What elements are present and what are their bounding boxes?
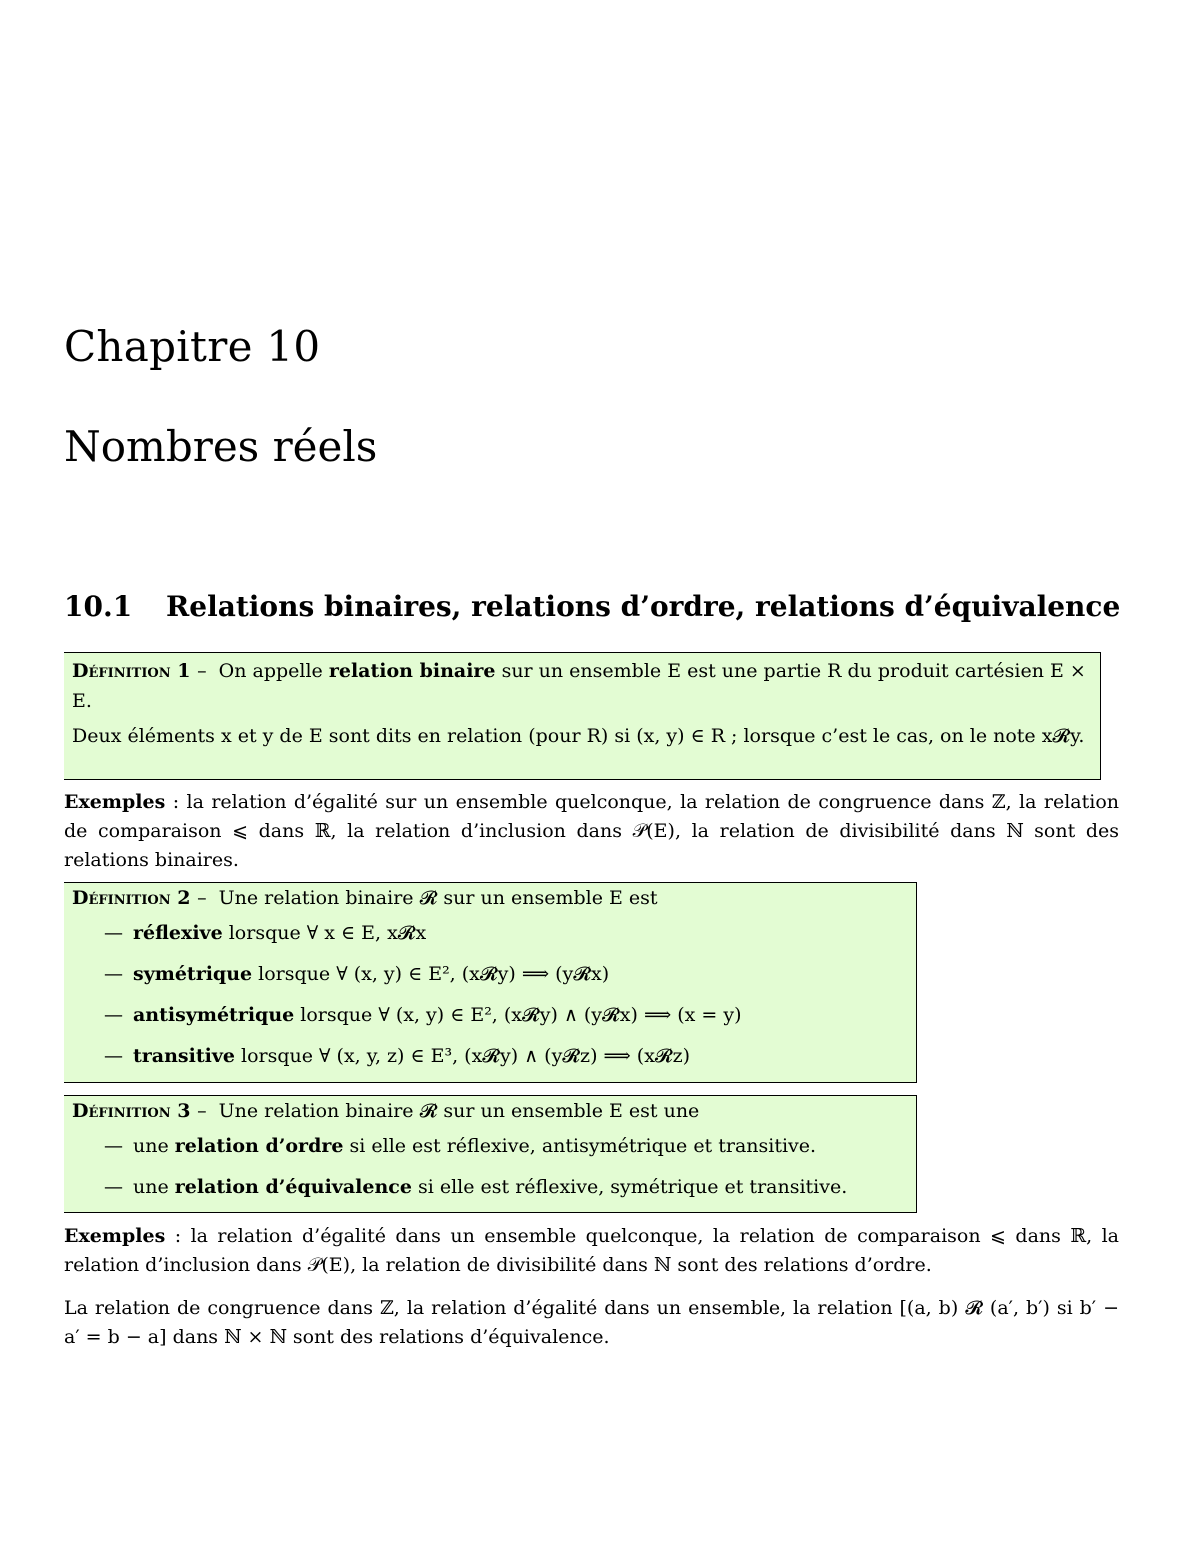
examples-1-label: Exemples bbox=[64, 791, 166, 813]
definition-1-text-b: sur un ensemble E est une partie R du produit cartésien E × E. bbox=[72, 660, 1086, 712]
list-item bbox=[104, 913, 908, 954]
dash-bullet: — bbox=[104, 1135, 123, 1157]
property-term: antisymétrique bbox=[133, 1004, 295, 1026]
definition-3-box bbox=[64, 1095, 917, 1213]
definition-3-list bbox=[72, 1126, 908, 1208]
property-term: transitive bbox=[133, 1045, 235, 1067]
definition-1-paragraph-2: Deux éléments x et y de E sont dits en relation (pour R) si (x, y) ∈ R ; lorsque c’est le cas, on le note x𝓡y. bbox=[72, 725, 1085, 747]
examples-2 bbox=[64, 1222, 1119, 1280]
definition-1-paragraph bbox=[72, 653, 1092, 716]
chapter-title: Nombres réels bbox=[64, 422, 378, 471]
section-number: 10.1 bbox=[64, 590, 133, 623]
property-text: lorsque ∀ (x, y, z) ∈ E³, (x𝓡y) ∧ (y𝓡z) ⟹ (x𝓡z) bbox=[234, 1045, 691, 1067]
definition-1-term: relation binaire bbox=[328, 660, 496, 682]
examples-1 bbox=[64, 788, 1119, 875]
dash-bullet: — bbox=[104, 1045, 123, 1067]
chapter-label: Chapitre 10 bbox=[64, 322, 321, 371]
section-heading bbox=[64, 590, 1120, 623]
property-text: lorsque ∀ x ∈ E, x𝓡x bbox=[222, 922, 427, 944]
list-item bbox=[104, 1126, 908, 1167]
definition-1-box bbox=[64, 652, 1101, 780]
list-item bbox=[104, 954, 908, 995]
property-text: lorsque ∀ (x, y) ∈ E², (x𝓡y) ∧ (y𝓡x) ⟹ (x = y) bbox=[294, 1004, 742, 1026]
item-prefix: une bbox=[133, 1176, 175, 1198]
definition-1-label: Définition 1 – bbox=[72, 660, 207, 682]
definition-1-text-a: On appelle bbox=[218, 660, 323, 682]
dash-bullet: — bbox=[104, 922, 123, 944]
item-prefix: une bbox=[133, 1135, 175, 1157]
relation-term: relation d’ordre bbox=[174, 1135, 344, 1157]
definition-3-label: Définition 3 – bbox=[72, 1100, 207, 1122]
dash-bullet: — bbox=[104, 963, 123, 985]
relation-text: si elle est réflexive, antisymétrique et transitive. bbox=[343, 1135, 817, 1157]
definition-2-intro: Une relation binaire 𝓡 sur un ensemble E est bbox=[218, 887, 658, 909]
relation-term: relation d’équivalence bbox=[174, 1176, 412, 1198]
examples-2-label: Exemples bbox=[64, 1225, 166, 1247]
list-item bbox=[104, 1036, 908, 1077]
dash-bullet: — bbox=[104, 1176, 123, 1198]
dash-bullet: — bbox=[104, 1004, 123, 1026]
definition-2-intro-line bbox=[72, 883, 908, 913]
definition-2-box bbox=[64, 882, 917, 1083]
definition-2-label: Définition 2 – bbox=[72, 887, 207, 909]
section-title: Relations binaires, relations d’ordre, relations d’équivalence bbox=[166, 590, 1121, 623]
definition-3-intro: Une relation binaire 𝓡 sur un ensemble E est une bbox=[218, 1100, 700, 1122]
definition-2-list bbox=[72, 913, 908, 1077]
property-text: lorsque ∀ (x, y) ∈ E², (x𝓡y) ⟹ (y𝓡x) bbox=[252, 963, 610, 985]
list-item bbox=[104, 1167, 908, 1208]
property-term: réflexive bbox=[133, 922, 223, 944]
examples-2-text: : la relation d’égalité dans un ensemble quelconque, la relation de comparaison ⩽ dans ℝ, la relation d’inclusion dans 𝒫(E), la relation de divisibilité dans ℕ sont des relations d’ordre. bbox=[64, 1225, 1119, 1276]
equivalence-paragraph: La relation de congruence dans ℤ, la relation d’égalité dans un ensemble, la relation [(a, b) 𝓡 (a′, b′) si b′ − a′ = b − a] dans ℕ × ℕ sont des relations d’équivalence. bbox=[64, 1297, 1119, 1348]
examples-1-text: : la relation d’égalité sur un ensemble quelconque, la relation de congruence dans ℤ, la relation de comparaison ⩽ dans ℝ, la relation d’inclusion dans 𝒫(E), la relation de divisibilité dans ℕ sont des relations binaires. bbox=[64, 791, 1119, 871]
list-item bbox=[104, 995, 908, 1036]
property-term: symétrique bbox=[133, 963, 253, 985]
relation-text: si elle est réflexive, symétrique et transitive. bbox=[411, 1176, 848, 1198]
definition-3-intro-line bbox=[72, 1096, 908, 1126]
